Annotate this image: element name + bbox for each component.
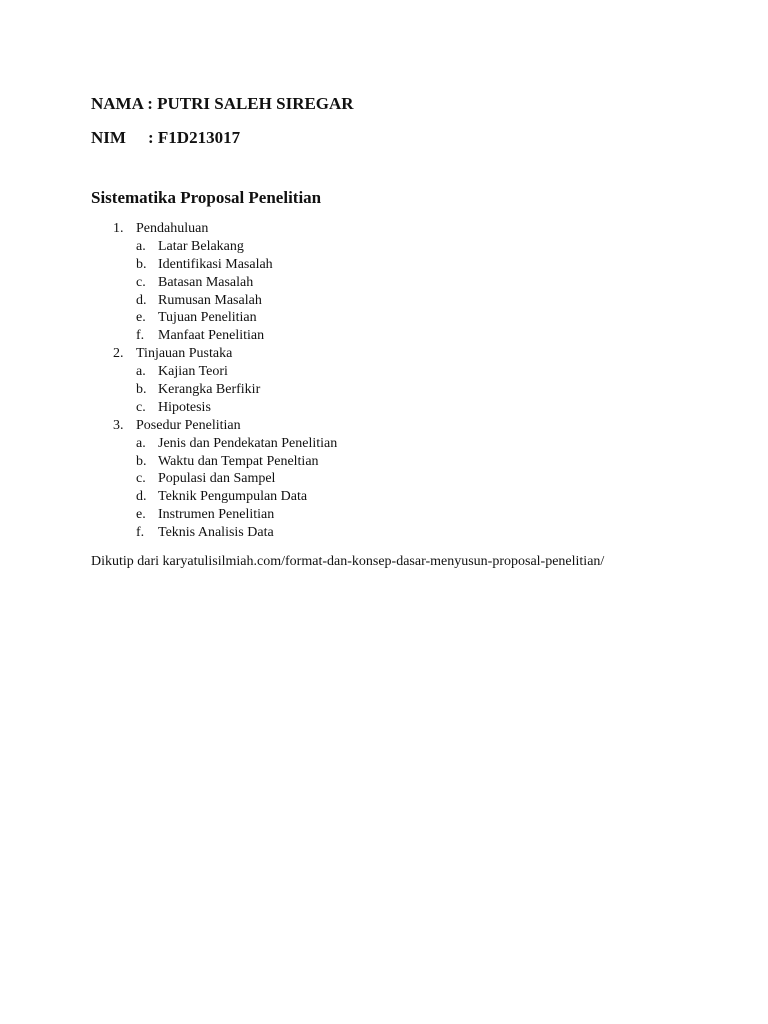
section-number: 1. (113, 221, 124, 236)
subsection-row (0, 506, 768, 524)
subsection-letter: e. (136, 310, 146, 326)
source-citation: Dikutip dari karyatulisilmiah.com/format-dan-konsep-dasar-menyusun-proposal-penelitian/ (91, 554, 605, 569)
subsection-letter: d. (136, 489, 147, 505)
subsection-title: Rumusan Masalah (158, 292, 262, 308)
section-title: Tinjauan Pustaka (136, 346, 233, 362)
subsection-title: Kajian Teori (158, 364, 228, 380)
subsection-letter: a. (136, 435, 146, 451)
subsection-title: Tujuan Penelitian (158, 310, 257, 326)
subsection-row (0, 453, 768, 471)
subsection-row (0, 524, 768, 542)
subsection-row (0, 274, 768, 292)
subsection-row (0, 327, 768, 345)
subsection-title: Populasi dan Sampel (158, 471, 276, 487)
student-name: NAMA : PUTRI SALEH SIREGAR (91, 94, 354, 113)
nim-value: : F1D213017 (148, 128, 241, 147)
subsection-letter: c. (136, 274, 146, 290)
subsection-letter: f. (136, 328, 145, 344)
subsection-title: Teknis Analisis Data (158, 525, 274, 541)
document-title: Sistematika Proposal Penelitian (91, 188, 322, 207)
subsection-row (0, 292, 768, 310)
subsection-title: Instrumen Penelitian (158, 507, 275, 523)
subsection-row (0, 238, 768, 256)
subsection-row (0, 309, 768, 327)
subsection-letter: a. (136, 364, 146, 380)
subsection-row (0, 363, 768, 381)
section-row (0, 220, 768, 238)
subsection-letter: b. (136, 453, 147, 469)
section-number: 2. (113, 346, 124, 362)
subsection-letter: c. (136, 399, 146, 415)
section-title: Pendahuluan (136, 221, 209, 236)
subsection-letter: d. (136, 292, 147, 308)
subsection-letter: e. (136, 507, 146, 523)
outline-list (0, 220, 768, 542)
section-row (0, 417, 768, 435)
subsection-letter: c. (136, 471, 146, 487)
subsection-row (0, 435, 768, 453)
section-number: 3. (113, 417, 124, 433)
subsection-title: Hipotesis (158, 399, 211, 415)
subsection-title: Jenis dan Pendekatan Penelitian (158, 435, 338, 451)
student-nim (91, 128, 240, 148)
subsection-letter: f. (136, 525, 145, 541)
subsection-title: Teknik Pengumpulan Data (158, 489, 308, 505)
subsection-letter: b. (136, 382, 147, 398)
subsection-row (0, 488, 768, 506)
subsection-row (0, 256, 768, 274)
section-row (0, 345, 768, 363)
subsection-row (0, 381, 768, 399)
subsection-row (0, 470, 768, 488)
subsection-letter: a. (136, 238, 146, 254)
subsection-title: Kerangka Berfikir (158, 382, 261, 398)
subsection-title: Identifikasi Masalah (158, 256, 273, 272)
subsection-title: Batasan Masalah (158, 274, 254, 290)
subsection-row (0, 399, 768, 417)
subsection-title: Latar Belakang (158, 238, 244, 254)
subsection-title: Manfaat Penelitian (158, 328, 265, 344)
subsection-letter: b. (136, 256, 147, 272)
section-title: Posedur Penelitian (136, 417, 241, 433)
nim-label: NIM (91, 128, 126, 147)
subsection-title: Waktu dan Tempat Peneltian (158, 453, 319, 469)
